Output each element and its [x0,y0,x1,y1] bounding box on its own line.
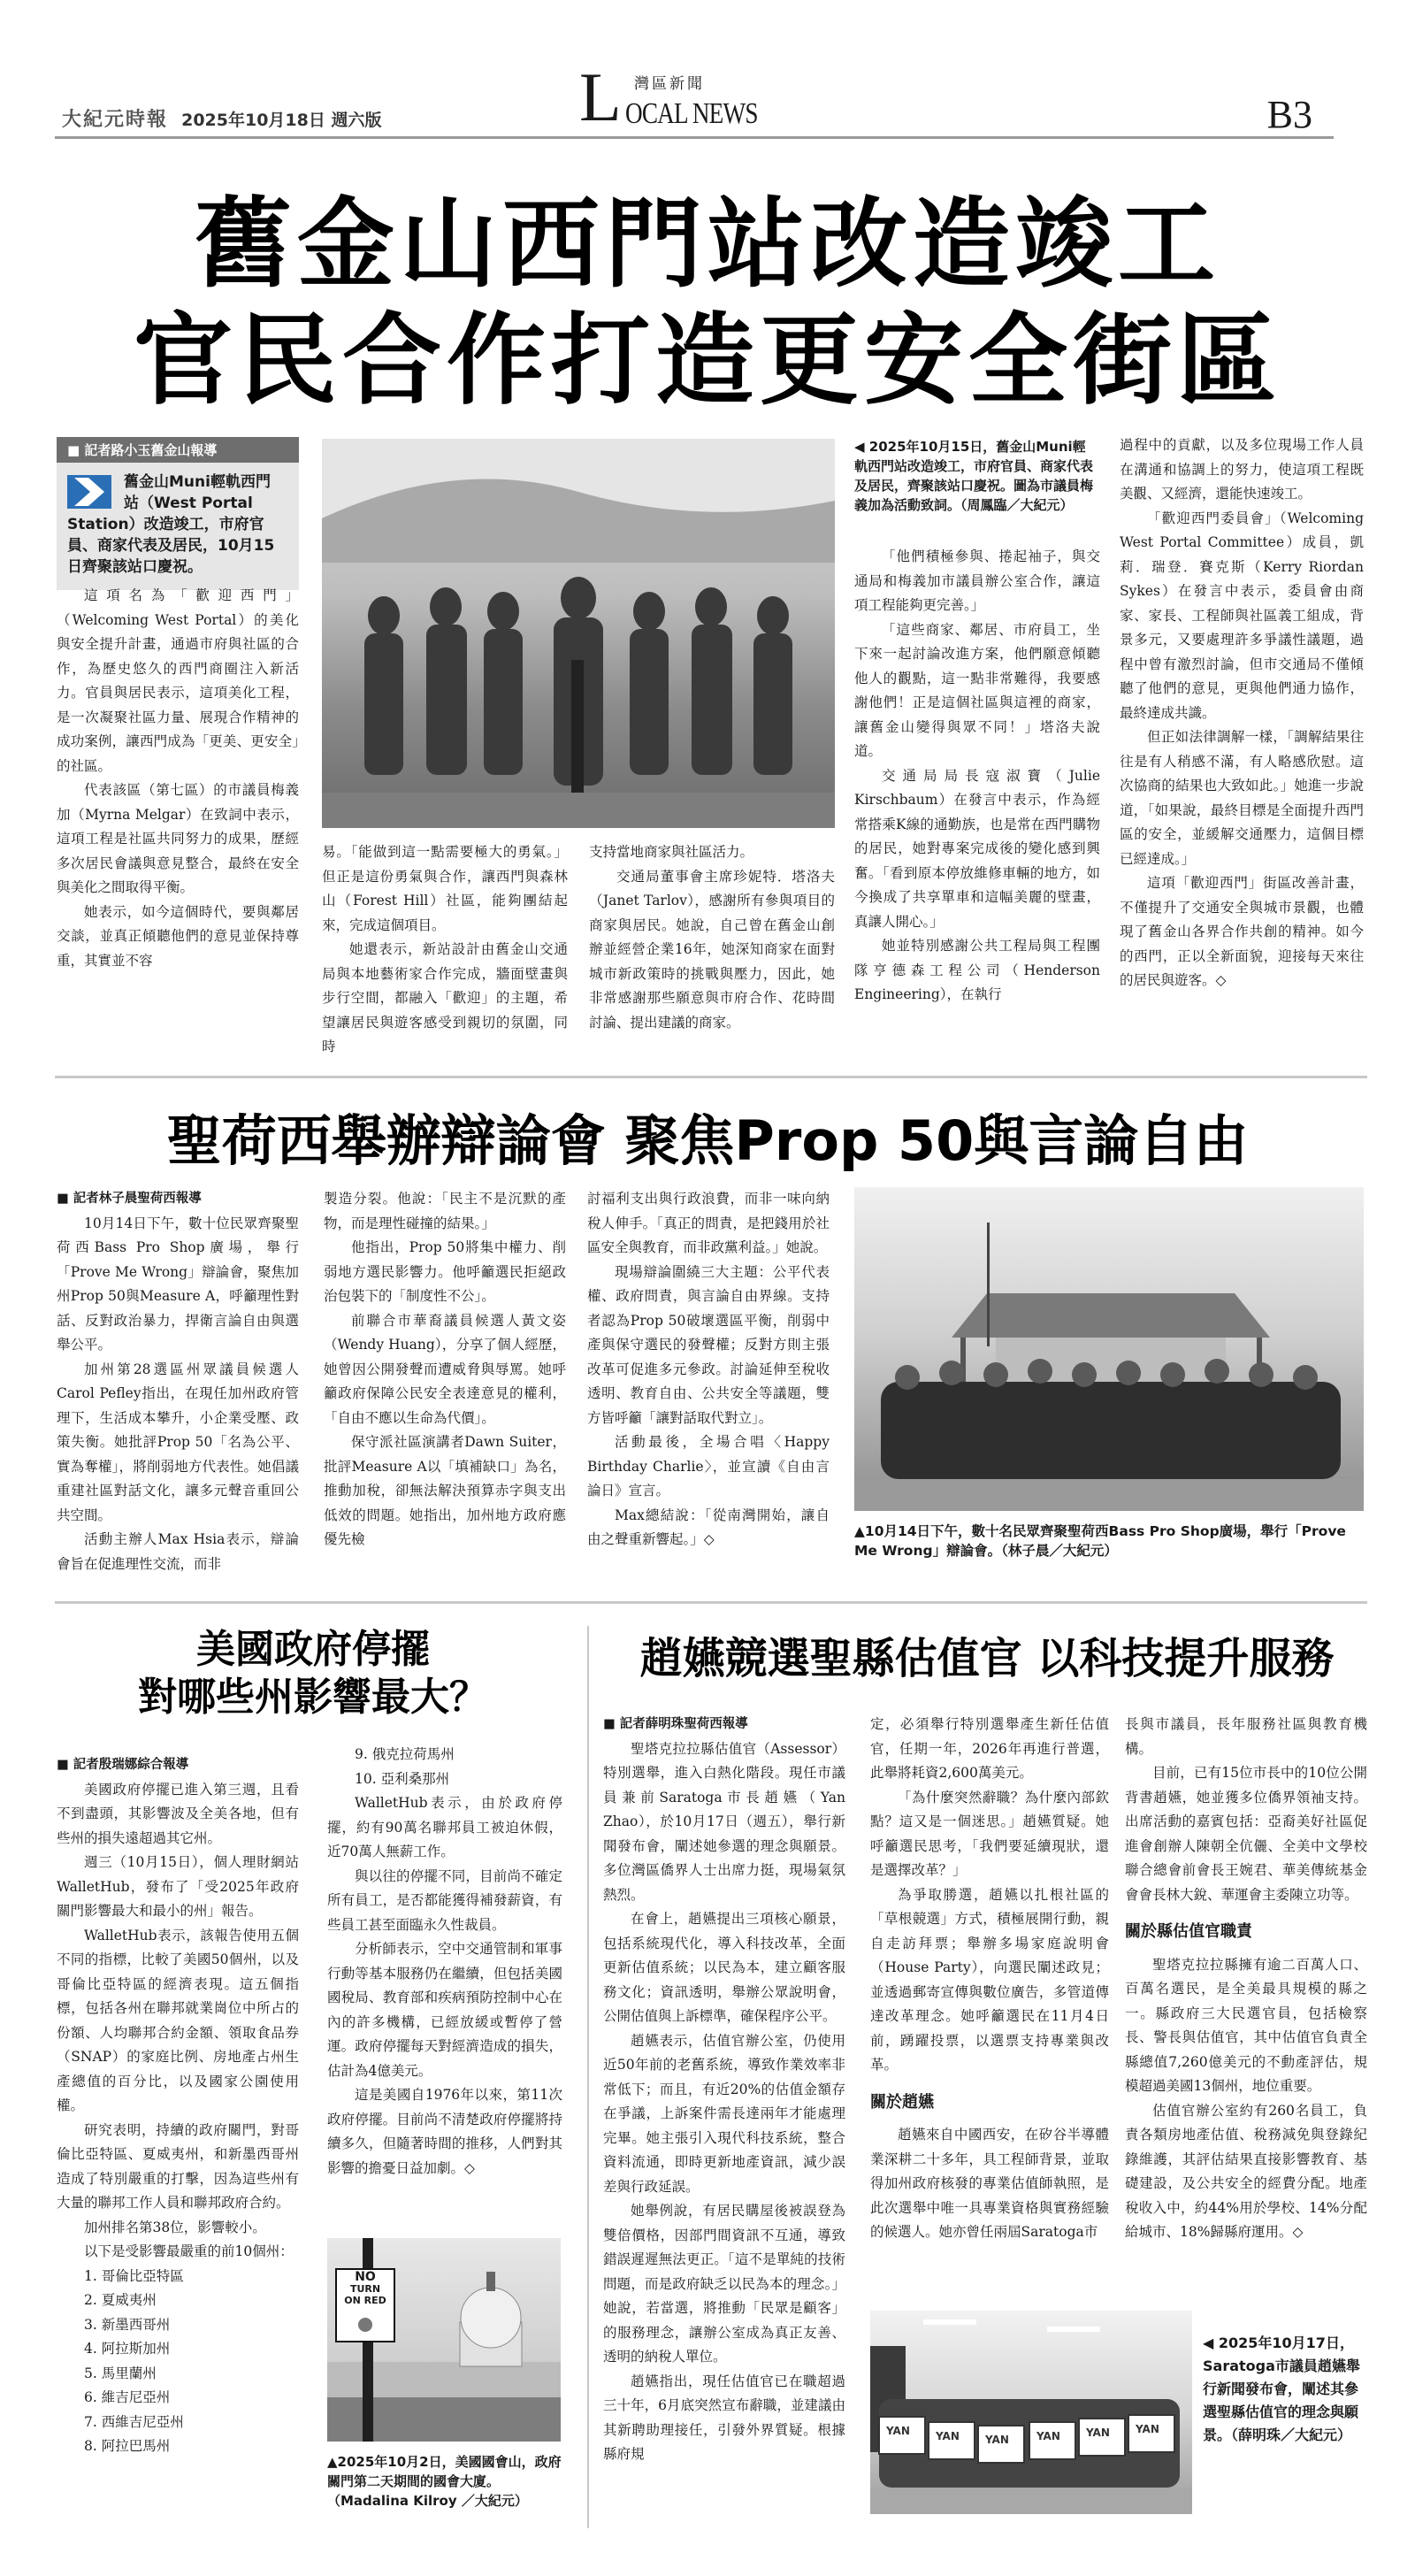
paragraph: 這項「歡迎西門」街區改善計畫，不僅提升了交通安全與城市景觀，也體現了舊金山各界合作共創的精神。如今的西門，正以全新面貌，迎接每天來往的居民與遊客。◇ [1120,875,1364,988]
paragraph: 支持當地商家與社區活力。 [589,844,754,860]
article4-subhead-about: 關於趙嬿 [870,2092,934,2112]
paragraph: 討福利支出與行政浪費，而非一味向納稅人伸手。「真正的問責，是把錢用於社區安全與教育，而非政黨利益。」她說。 [587,1191,830,1255]
paragraph: 她表示，如今這個時代，要與鄰居交談，並真正傾聽他們的意見並保持尊重，其實並不容 [57,903,299,969]
section-divider [55,1076,1367,1078]
paragraph: 代表該區（第七區）的市議員梅義加（Myrna Melgar）在致詞中表示，這項工程是社區共同努力的成果，歷經多次居民會議與意見整合，最終在安全與美化之間取得平衡。 [57,782,299,895]
masthead-divider [55,136,1334,139]
paragraph: 她還表示，新站設計由舊金山交通局與本地藝術家合作完成，牆面壁畫與步行空間，都融入「歡迎」的主題，希望讓居民與遊客感受到親切的氛圍，同時 [322,941,568,1054]
issue-date: 2025年10月18日 週六版 [181,111,382,130]
section-title [579,58,845,135]
paragraph: 目前，已有15位市長中的10位公開背書趙嬿，她並獲多位僑界領袖支持。出席活動的嘉賓包括：亞裔美好社區促進會創辦人陳朝全伉儷、全美中文學校聯合總會前會長王婉君、華美傳統基金會會長林大銳、華運會主委陳立功等。 [1125,1765,1367,1903]
list-item: 5. 馬里蘭州 [84,2365,157,2381]
paragraph: 這項名為「歡迎西門」（Welcoming West Portal）的美化與安全提升計畫，通過市府與社區的合作，為歷史悠久的西門商圈注入新活力。官員與居民表示，這項美化工程，是一次凝聚社區力量、展現合作精神的成功案例，讓西門成為「更美、更安全」的社區。 [57,587,299,774]
svg-text:YAN: YAN [1086,2426,1110,2439]
paragraph: 美國政府停擺已進入第三週，且看不到盡頭，其影響波及全美各地，但有些州的損失遠超過其它州。 [57,1781,299,1846]
article1-column-5 [1120,433,1364,993]
paragraph: 以下是受影響最嚴重的前10個州： [84,2243,294,2259]
article1-byline: ■ 記者路小玉舊金山報導 [57,437,299,463]
crowd-photo-illustration [322,439,835,828]
svg-text:YAN: YAN [1136,2423,1159,2435]
paragraph: 聖塔克拉拉縣擁有逾二百萬人口、百萬名選民，是全美最具規模的縣之一。縣政府三大民選官員，包括檢察長、警長與估值官，其中估值官負責全縣總值7,260億美元的不動產評估，規模超過美國13個州，地位重要。 [1125,1956,1367,2094]
list-item: 8. 阿拉巴馬州 [84,2438,171,2454]
paragraph: Max總結說：「從南灣開始，讓自由之聲重新響起。」◇ [587,1506,830,1547]
paragraph: 10月14日下午，數十位民眾齊聚聖荷西Bass Pro Shop廣場，舉行「Prove Me Wrong」辯論會，聚焦加州Prop 50與Measure A，呼籲理性對話、反對政治暴力，捍衛言論自由與選舉公平。 [57,1215,299,1353]
paragraph: 活動最後，全場合唱〈Happy Birthday Charlie〉，並宣讀《自由言論日》宣言。 [587,1434,830,1499]
article1-column-3 [589,840,835,1035]
article4-byline: ■ 記者薛明珠聖荷西報導 [603,1717,748,1731]
paragraph: 加州排名第38位，影響較小。 [84,2219,266,2235]
article1-column-4 [854,545,1100,1008]
article1-column-1 [57,584,299,973]
article2-photo [854,1187,1364,1511]
list-item: 4. 阿拉斯加州 [84,2341,171,2357]
paragraph: 易。「能做到這一點需要極大的勇氣。」但正是這份勇氣與合作，讓西門與森林山（Forest Hill）社區，能夠團結起來，完成這個項目。 [322,844,568,933]
article1-column-2 [322,840,568,1060]
list-item: 3. 新墨西哥州 [84,2316,171,2333]
paragraph: 與以往的停擺不同，目前尚不確定所有員工，是否都能獲得補發薪資，有些員工甚至面臨永久性裁員。 [327,1867,562,1933]
paragraph: 過程中的貢獻，以及多位現場工作人員在溝通和協調上的努力，使這項工程既美觀、又經濟，還能快速竣工。 [1120,437,1364,502]
article1-lead-text: 舊金山Muni輕軌西門 站（West Portal Station）改造竣工，市府官員、商家代表及居民，10月15日齊聚該站口慶祝。 [67,473,275,576]
article4-subhead-duties: 關於縣估值官職責 [1125,1922,1252,1941]
paragraph: 她並特別感謝公共工程局與工程團隊亨德森工程公司（Henderson Engineering），在執行 [854,938,1100,1002]
section-title-en: OCAL NEWS [625,97,758,130]
sign-line: NO [355,2270,376,2284]
article3-headline-line1: 美國政府停擺 [196,1627,430,1672]
article4-headline: 趙嬿競選聖縣估值官 以科技提升服務 [639,1634,1335,1683]
no-turn-sign [336,2272,394,2306]
paragraph: 定，必須舉行特別選舉產生新任估值官，任期一年，2026年再進行普選，此舉將耗資2,600萬美元。 [870,1716,1109,1781]
chevron-right-icon [67,475,111,509]
article3-byline: ■ 記者殷瑞娜綜合報導 [57,1758,189,1772]
column-divider [587,1626,589,2528]
article3-column-2 [327,1743,562,2181]
list-item: 1. 哥倫比亞特區 [84,2267,184,2284]
article1-lead-block [57,437,299,590]
paragraph: 他指出，Prop 50將集中權力、削弱地方選民影響力。他呼籲選民拒絕政治包裝下的「制度性不公」。 [324,1239,566,1304]
press-conference-photo-illustration [870,2311,1192,2514]
paragraph: 加州第28選區州眾議員候選人Carol Pefley指出，在現任加州政府管理下，生活成本攀升，小企業受壓、政策失衡。她批評Prop 50「名為公平、實為奪權」，將削弱地方代表性。她倡議重建社區對話文化，讓多元聲音重回公共空間。 [57,1361,299,1523]
article1-headline-line1: 舊金山西門站改造竣工 [195,187,1220,301]
paragraph: 現場辯論圍繞三大主題：公平代表權、政府問責，與言論自由界線。支持者認為Prop 50破壞選區平衡，削弱中產與保守選民的發聲權；反對方則主張改革可促進多元參政。討論延伸至稅收透明、教育自由、公共安全等議題，雙方皆呼籲「讓對話取代對立」。 [587,1263,830,1426]
paragraph: 長與市議員，長年服務社區與教育機構。 [1125,1716,1367,1757]
paragraph: 聖塔克拉拉縣估值官（Assessor）特別選舉，進入白熱化階段。現任市議員兼前Saratoga市長趙嬿（Yan Zhao），於10月17日（週五），舉行新聞發布會，闡述她參選的理念與願景。多位灣區僑界人士出席力挺，現場氣氛熱烈。 [603,1740,845,1903]
paragraph: 分析師表示，空中交通管制和軍事行動等基本服務仍在繼續，但包括美國國稅局、教育部和疾病預防控制中心在內的許多機構，已經放緩或暫停了營運。政府停擺每天對經濟造成的損失，估計為4億美元。 [327,1941,562,2079]
list-item: 6. 維吉尼亞州 [84,2389,171,2405]
paragraph: 交通局董事會主席珍妮特．塔洛夫（Janet Tarlov），感謝所有參與項目的商家與居民。她說，自己曾在舊金山創辦並經營企業16年，她深知商家在面對城市新政策時的挑戰與壓力，因此，她非常感謝那些願意與市府合作、花時間討論、提出建議的商家。 [589,868,835,1031]
paragraph: 趙嬿來自中國西安，在矽谷半導體業深耕二十多年，具工程師背景，並取得加州政府核發的專業估值師執照，是此次選舉中唯一具專業資格與實務經驗的候選人。她亦曾任兩屆Saratoga市 [870,2127,1109,2240]
article3-photo-caption: ▲2025年10月2日，美國國會山，政府關門第二天期間的國會大廈。（Madalina Kilroy ／大紀元） [327,2454,562,2509]
article4-column-2 [870,1713,1109,2245]
sign-line: TURN [349,2283,381,2295]
paragraph: 趙嬿指出，現任估值官已在職超過三十年，6月底突然宣布辭職，並建議由其新聘助理接任，引發外界質疑。根據縣府規 [603,2373,845,2462]
article2-column-2 [324,1187,566,1552]
article4-photo-caption: ◀ 2025年10月17日，Saratoga市議員趙嬿舉行新聞發布會，闡述其參選聖縣估值官的理念與願景。（薛明珠／大紀元） [1203,2334,1360,2443]
masthead-left [62,104,382,132]
paragraph: 但正如法律調解一樣，「調解結果往往是有人稍感不滿，有人略感欣慰。這次協商的結果也大致如此。」她進一步說道，「如果說，最終目標是全面提升西門區的安全，並緩解交通壓力，這個目標已經達成。」 [1120,729,1364,867]
list-item: 10. 亞利桑那州 [355,1770,450,1787]
paragraph: 「歡迎西門委員會」（Welcoming West Portal Committee）成員，凱莉．瑞登．賽克斯（Kerry Riordan Sykes）在發言中表示，委員會由商家、家長、工程師與社區義工組成，背景多元，又要處理許多爭議性議題，過程中曾有激烈討論，但市交通局不僅傾聽了他們的意見，更與他們通力協作，最終達成共識。 [1120,510,1364,721]
article4-photo [870,2311,1192,2514]
paragraph: 交通局局長寇淑寶（Julie Kirschbaum）在發言中表示，作為經常搭乘K線的通勤族，也是常在西門購物的居民，她對專案完成後的變化感到興奮。「看到原本停放維修車輛的地方，如今換成了共享單車和這幅美麗的壁畫，真讓人開心。」 [854,767,1100,930]
section-initial: L [579,58,622,135]
paragraph: 週三（10月15日），個人理財網站WalletHub，發布了「受2025年政府關門影響最大和最小的州」報告。 [57,1854,299,1919]
svg-text:YAN: YAN [936,2430,960,2442]
list-item: 2. 夏威夷州 [84,2292,157,2308]
article1-lead [57,463,299,590]
article1-headline-line2: 官民合作打造更安全街區 [134,303,1281,418]
section-divider [55,1601,1367,1604]
article1-photo-caption: ◀ 2025年10月15日，舊金山Muni輕軌西門站改造竣工，市府官員、商家代表及居民，齊聚該站口慶祝。圖為市議員梅義加為活動致詞。（周鳳臨／大紀元） [854,439,1094,513]
svg-text:YAN: YAN [886,2425,910,2437]
paragraph: 趙嬿表示，估值官辦公室，仍使用近50年前的老舊系統，導致作業效率非常低下；而且，有近20%的估值金額存在爭議，上訴案件需長達兩年才能處理完畢。她主張引入現代科技系統，整合資料流通，即時更新地產資訊，減少誤差與行政延誤。 [603,2032,845,2195]
paragraph: 為爭取勝選，趙嬿以扎根社區的「草根競選」方式，積極展開行動，親自走訪拜票；舉辦多場家庭說明會（House Party），向選民闡述政見；並透過郵寄宣傳與數位廣告，多管道傳達改革理念。她呼籲選民在11月4日前，踴躍投票，以選票支持專業與改革。 [870,1886,1109,2073]
rally-photo-illustration [854,1187,1364,1511]
section-title-cn: 灣區新聞 [634,75,705,93]
article2-column-1 [57,1187,299,1576]
paragraph: 「這些商家、鄰居、市府員工，坐下來一起討論改進方案，他們願意傾聽他人的觀點，這一點非常難得，我要感謝他們！正是這個社區與這裡的商家，讓舊金山變得與眾不同！」塔洛夫說道。 [854,621,1100,759]
list-item: 9. 俄克拉荷馬州 [355,1746,455,1762]
paragraph: 製造分裂。他說：「民主不是沉默的產物，而是理性碰撞的結果。」 [324,1191,566,1231]
paragraph: 活動主辦人Max Hsia表示，辯論會旨在促進理性交流，而非 [57,1531,299,1572]
paragraph: 她舉例說，有居民購屋後被誤登為雙倍價格，因部門間資訊不互通，導致錯誤遲遲無法更正。「這不是單純的技術問題，而是政府缺乏以民為本的理念。」她說，若當選，將推動「民眾是顧客」的服務理念，讓辦公室成為真正友善、透明的納稅人單位。 [603,2203,845,2365]
page-number: B3 [1266,93,1312,136]
paragraph: 保守派社區演講者Dawn Suiter，批評Measure A以「填補缺口」為名，推動加稅，卻無法解決預算赤字與支出低效的問題。她指出，加州地方政府應優先檢 [324,1434,566,1547]
svg-text:YAN: YAN [985,2434,1009,2446]
paragraph: 「他們積極參與、捲起袖子，與交通局和梅義加市議員辦公室合作，讓這項工程能夠更完善。」 [854,548,1100,613]
article2-headline: 聖荷西舉辦辯論會 聚焦Prop 50與言論自由 [166,1108,1249,1173]
paragraph: 「為什麼突然辭職？為什麼內部欽點？這又是一個迷思。」趙嬿質疑。她呼籲選民思考，「我們要延續現狀，還是選擇改革？」 [870,1789,1109,1878]
article2-column-3 [587,1187,830,1552]
article3-headline [57,1626,570,1721]
article3-headline-line2: 對哪些州影響最大？ [138,1675,488,1720]
paragraph: 在會上，趙嬿提出三項核心願景，包括系統現代化，導入科技改革，全面更新估值系統；以民為本，建立顧客服務文化；資訊透明，舉辦公眾說明會，公開估值與上訴標準，確保程序公平。 [603,1911,845,2024]
article2-byline: ■ 記者林子晨聖荷西報導 [57,1192,202,1206]
paragraph: 估值官辦公室約有260名員工，負責各類房地產估值、稅務減免與登錄紀錄維護，其評估結果直接影響教育、基礎建設，及公共安全的經費分配。地產稅收入中，約44%用於學校、14%分配給城市、18%歸縣府運用。◇ [1125,2102,1367,2240]
list-item: 7. 西維吉尼亞州 [84,2413,184,2430]
paragraph: 研究表明，持續的政府關門，對哥倫比亞特區、夏威夷州，和新墨西哥州造成了特別嚴重的打擊，因為這些州有大量的聯邦工作人員和聯邦政府合約。 [57,2121,299,2211]
article1-photo [322,439,835,828]
top-states-list [57,2265,299,2459]
paragraph: 前聯合市華裔議員候選人黃文姿（Wendy Huang），分享了個人經歷，她曾因公開發聲而遭威脅與辱罵。她呼籲政府保障公民安全表達意見的權利，「自由不應以生命為代價」。 [324,1312,566,1426]
paragraph: WalletHub表示，該報告使用五個不同的指標，比較了美國50個州，以及哥倫比亞特區的經濟表現。這五個指標，包括各州在聯邦就業崗位中所占的份額、人均聯邦合約金額、領取食品券（SNAP）的家庭比例、房地產占州生產總值的百分比，以及國家公園使用權。 [57,1927,299,2113]
article3-photo [327,2238,561,2442]
article3-column-1 [57,1753,299,2459]
article4-column-3 [1125,1713,1367,2245]
paragraph: WalletHub表示，由於政府停擺，約有90萬名聯邦員工被迫休假，近70萬人無薪工作。 [327,1795,562,1859]
svg-text:YAN: YAN [1036,2430,1060,2442]
paper-name: 大紀元時報 [62,109,169,131]
capitol-photo-illustration [327,2238,561,2442]
article4-column-1 [603,1713,845,2467]
paragraph: 這是美國自1976年以來，第11次政府停擺。目前尚不清楚政府停擺將持續多久，但隨著時間的推移，人們對其影響的擔憂日益加劇。◇ [327,2087,562,2176]
article2-photo-caption: ▲10月14日下午，數十名民眾齊聚聖荷西Bass Pro Shop廣場，舉行「Prove Me Wrong」辯論會。（林子晨／大紀元） [854,1523,1346,1559]
sign-line: ON RED [344,2295,386,2306]
